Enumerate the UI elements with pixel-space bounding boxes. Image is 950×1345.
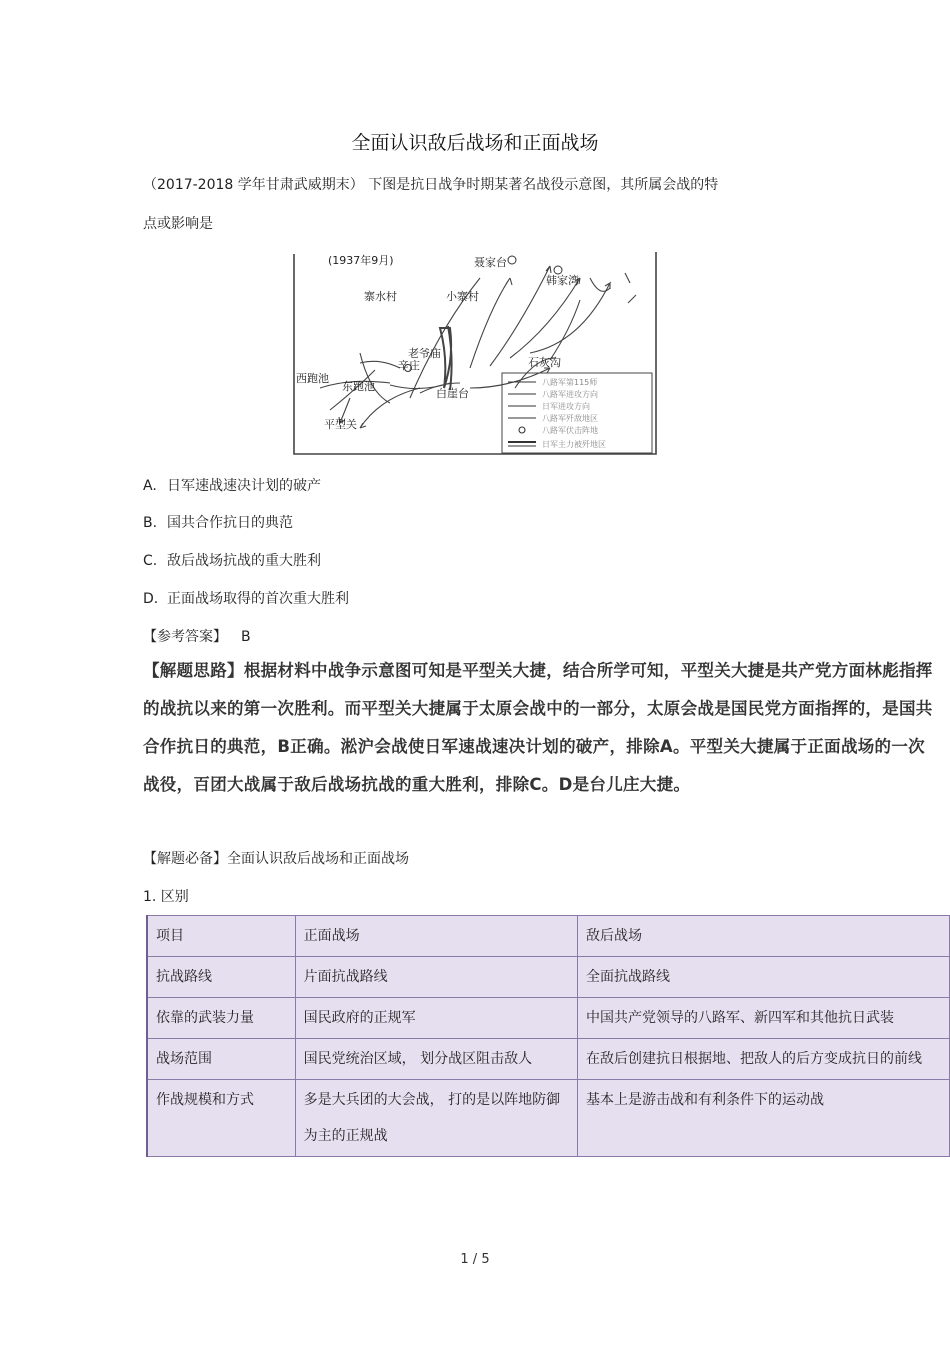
key-knowledge-heading: 【解题必备】全面认识敌后战场和正面战场 (143, 851, 409, 867)
map-place-4: 小寨村 (446, 290, 479, 303)
option-letter: D. (143, 591, 159, 607)
question-line-1: （2017-2018 学年甘肃武威期末） 下图是抗日战争时期某著名战役示意图，其所属会战的特 (143, 177, 719, 193)
reference-answer (143, 626, 251, 646)
table-row (147, 998, 950, 1039)
table-cell: 多是大兵团的大会战， 打的是以阵地防御为主的正规战 (295, 1080, 577, 1157)
answer-value: B (241, 629, 251, 645)
answer-label: 【参考答案】 (143, 629, 227, 645)
map-target-icon (508, 256, 516, 264)
table-cell: 抗战路线 (147, 957, 295, 998)
map-place-10: 白崖台 (436, 387, 469, 400)
page-number: 1 / 5 (460, 1252, 490, 1267)
table-cell: 国民政府的正规军 (295, 998, 577, 1039)
map-place-7: 石灰沟 (528, 356, 561, 369)
table-cell: 国民党统治区域， 划分战区阻击敌人 (295, 1039, 577, 1080)
option-letter: A. (143, 478, 157, 494)
table-cell: 片面抗战路线 (295, 957, 577, 998)
table-header-cell: 正面战场 (295, 916, 577, 957)
section-heading: 1. 区别 (143, 889, 189, 905)
map-place-8: 西跑池 (296, 372, 329, 385)
option-text: 敌后战场抗战的重大胜利 (167, 553, 321, 569)
question-line-2: 点或影响是 (143, 216, 213, 232)
map-legend-2: 八路军进攻方向 (542, 390, 598, 399)
table-row (147, 1039, 950, 1080)
map-place-2: 韩家湾 (546, 274, 579, 287)
option-d[interactable] (143, 588, 349, 608)
table-cell: 依靠的武装力量 (147, 998, 295, 1039)
table-cell: 战场范围 (147, 1039, 295, 1080)
battle-map (290, 248, 660, 460)
option-text: 国共合作抗日的典范 (167, 515, 293, 531)
comparison-table (146, 915, 950, 1157)
map-target-icon (554, 266, 562, 274)
table-cell: 在敌后创建抗日根据地、把敌人的后方变成抗日的前线 (577, 1039, 949, 1080)
map-place-5: 老爷庙 (408, 347, 441, 360)
table-header-cell: 项目 (147, 916, 295, 957)
option-letter: B. (143, 515, 158, 531)
table-row (147, 1080, 950, 1157)
map-place-3: 寨水村 (364, 290, 397, 303)
option-text: 日军速战速决计划的破产 (167, 478, 321, 494)
table-row (147, 957, 950, 998)
option-letter: C. (143, 553, 158, 569)
map-legend-3: 日军进攻方向 (542, 402, 590, 411)
map-legend-5: 八路军伏击阵地 (542, 426, 598, 435)
table-cell: 中国共产党领导的八路军、新四军和其他抗日武装 (577, 998, 949, 1039)
map-legend-1: 八路军第115师 (542, 378, 598, 387)
option-b[interactable] (143, 512, 293, 532)
option-a[interactable] (143, 475, 321, 495)
table-cell: 作战规模和方式 (147, 1080, 295, 1157)
option-text: 正面战场取得的首次重大胜利 (167, 591, 349, 607)
map-legend-6: 日军主力被歼地区 (542, 440, 606, 449)
map-year-label: (1937年9月) (328, 254, 394, 267)
page-title: 全面认识敌后战场和正面战场 (351, 132, 599, 154)
analysis-paragraph (143, 652, 933, 804)
option-c[interactable] (143, 550, 321, 570)
analysis-text: 根据材料中战争示意图可知是平型关大捷，结合所学可知，平型关大捷是共产党方面林彪指挥的战抗以来的第一次胜利。而平型关大捷属于太原会战中的一部分，太原会战是国民党方面指挥的，是国共合作抗日的典范，B正确。淞沪会战使日军速战速决计划的破产，排除A。平型关大捷属于正面战场的一次战役，百团大战属于敌后战场抗战的重大胜利，排除C。D是台儿庄大捷。 (143, 661, 933, 794)
map-place-9: 东跑池 (342, 380, 375, 393)
table-cell: 基本上是游击战和有利条件下的运动战 (577, 1080, 949, 1157)
table-header-row (147, 916, 950, 957)
table-cell: 全面抗战路线 (577, 957, 949, 998)
analysis-head: 【解题思路】 (143, 661, 244, 680)
table-header-cell: 敌后战场 (577, 916, 949, 957)
map-place-6: 辛庄 (398, 359, 420, 372)
map-place-11: 平型关 (324, 418, 357, 431)
map-legend-4: 八路军歼敌地区 (542, 414, 598, 423)
map-place-1: 聂家台 (474, 256, 507, 269)
